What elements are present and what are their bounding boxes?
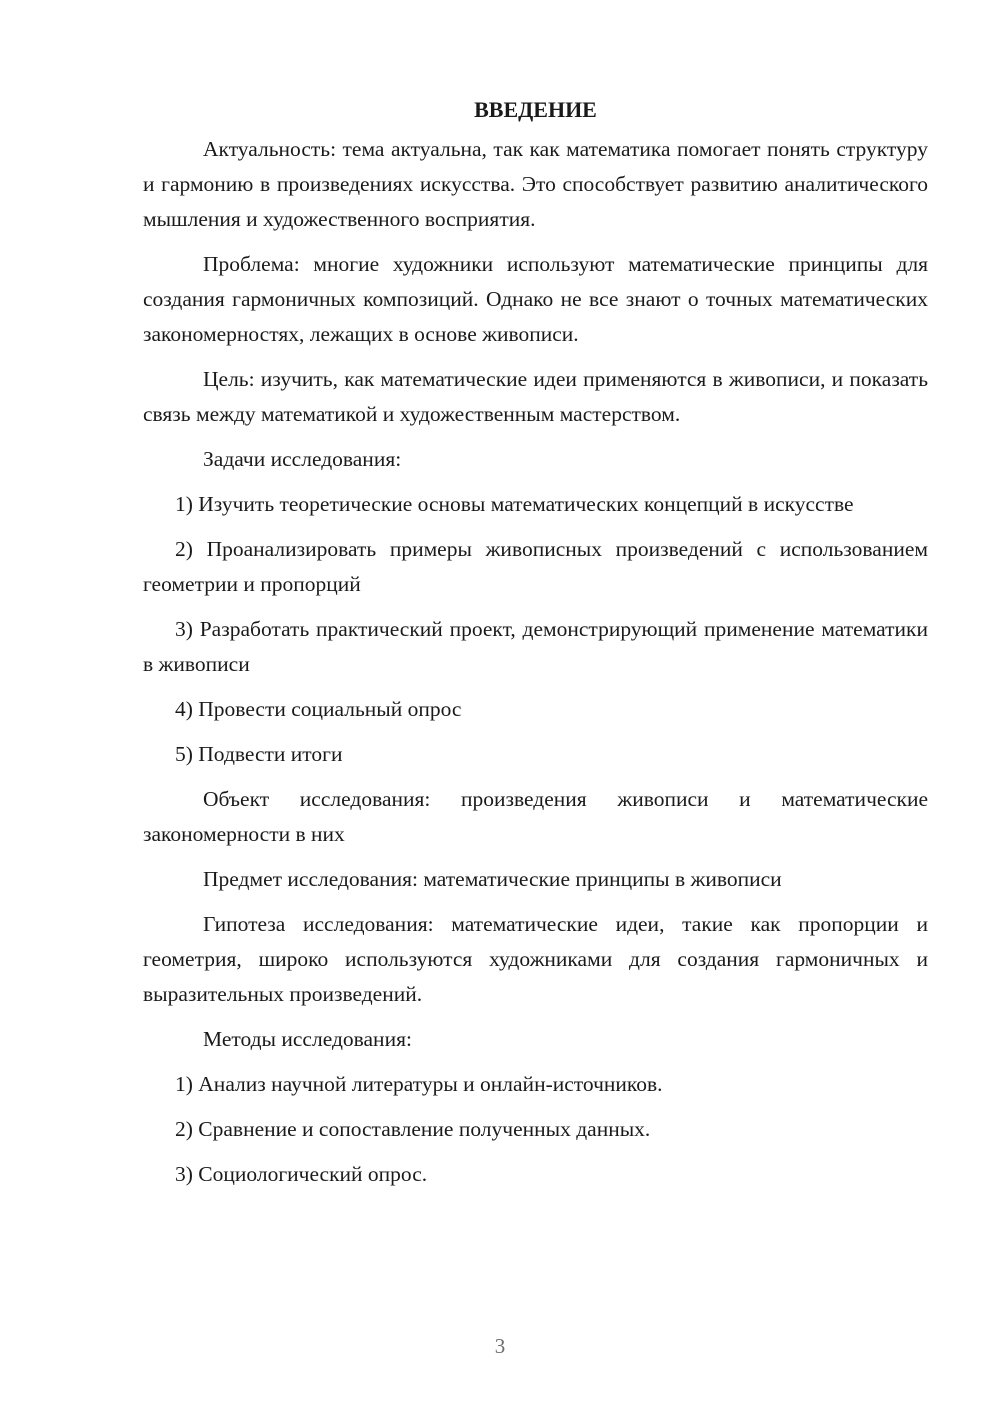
hypothesis-paragraph: Гипотеза исследования: математические идеи, такие как пропорции и геометрия, широко используются художниками для создания гармоничных и выразительных произведений. [143, 912, 928, 1006]
tasks-title: Задачи исследования: [203, 447, 402, 471]
document-page [143, 92, 928, 1202]
task-item-4: 4) Провести социальный опрос [175, 697, 462, 721]
method-item-3: 3) Социологический опрос. [175, 1162, 428, 1186]
methods-title: Методы исследования: [203, 1027, 412, 1051]
relevance-paragraph: Актуальность: тема актуальна, так как математика помогает понять структуру и гармонию в произведениях искусства. Это способствует развитию аналитического мышления и художественного восприятия. [143, 137, 928, 231]
method-item-1: 1) Анализ научной литературы и онлайн-источников. [175, 1072, 663, 1096]
subject-paragraph: Предмет исследования: математические принципы в живописи [203, 867, 782, 891]
task-item-2: 2) Проанализировать примеры живописных произведений с использованием геометрии и пропорций [143, 537, 928, 596]
task-item-3: 3) Разработать практический проект, демонстрирующий применение математики в живописи [143, 617, 928, 676]
page-title: ВВЕДЕНИЕ [474, 97, 597, 122]
task-item-1: 1) Изучить теоретические основы математических концепций в искусстве [175, 492, 854, 516]
goal-paragraph: Цель: изучить, как математические идеи применяются в живописи, и показать связь между математикой и художественным мастерством. [143, 367, 928, 426]
page-number: 3 [494, 1334, 506, 1358]
method-item-2: 2) Сравнение и сопоставление полученных данных. [175, 1117, 651, 1141]
object-paragraph: Объект исследования: произведения живописи и математические закономерности в них [143, 787, 928, 846]
problem-paragraph: Проблема: многие художники используют математические принципы для создания гармоничных композиций. Однако не все знают о точных математических закономерностях, лежащих в основе живописи. [143, 252, 928, 346]
task-item-5: 5) Подвести итоги [175, 742, 343, 766]
